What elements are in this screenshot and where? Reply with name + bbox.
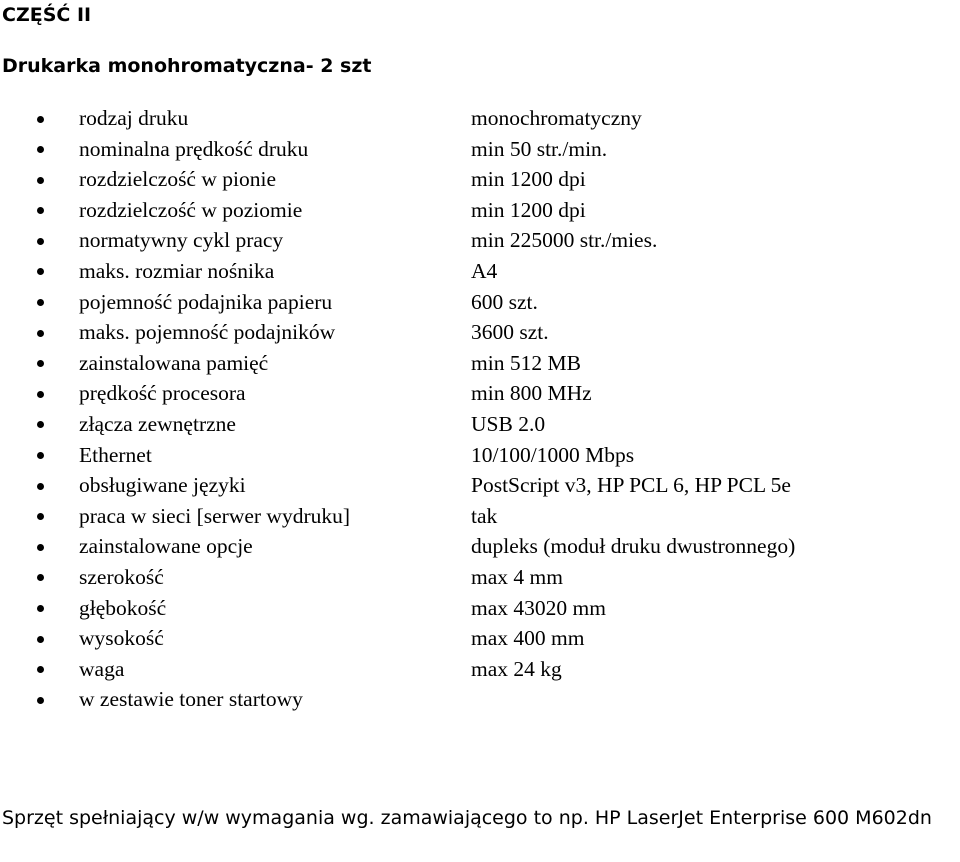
spec-row	[0, 103, 960, 134]
spec-row	[0, 287, 960, 318]
spec-value: max 4 mm	[471, 564, 563, 589]
spec-row	[0, 684, 960, 715]
spec-label: zainstalowane opcje	[79, 534, 253, 559]
spec-label: nominalna prędkość druku	[79, 136, 309, 161]
spec-row	[0, 409, 960, 440]
spec-label: pojemność podajnika papieru	[79, 289, 333, 314]
spec-value: USB 2.0	[471, 411, 546, 436]
spec-label: rozdzielczość w poziomie	[79, 197, 303, 222]
bullet-icon	[37, 177, 44, 184]
spec-label: praca w sieci [serwer wydruku]	[79, 503, 351, 528]
bullet-icon	[37, 268, 44, 275]
bullet-icon	[37, 360, 44, 367]
spec-value: min 1200 dpi	[471, 167, 586, 192]
spec-row	[0, 623, 960, 654]
spec-value: min 800 MHz	[471, 381, 592, 406]
spec-label: Ethernet	[79, 442, 152, 467]
spec-row	[0, 348, 960, 379]
spec-row	[0, 225, 960, 256]
bullet-icon	[37, 238, 44, 245]
spec-row	[0, 562, 960, 593]
spec-row	[0, 470, 960, 501]
spec-value: A4	[471, 258, 498, 283]
spec-row	[0, 317, 960, 348]
spec-label: złącza zewnętrzne	[79, 411, 236, 436]
bullet-icon	[37, 330, 44, 337]
spec-value: min 512 MB	[471, 350, 581, 375]
spec-value: min 225000 str./mies.	[471, 228, 658, 253]
bullet-icon	[37, 544, 44, 551]
spec-label: waga	[79, 656, 125, 681]
bullet-icon	[37, 574, 44, 581]
spec-label: maks. rozmiar nośnika	[79, 258, 275, 283]
spec-value: tak	[471, 503, 498, 528]
spec-row	[0, 654, 960, 685]
spec-label: szerokość	[79, 564, 164, 589]
part-title: CZĘŚĆ II	[2, 4, 92, 26]
spec-value: 600 szt.	[471, 289, 538, 314]
spec-label: normatywny cykl pracy	[79, 228, 284, 253]
spec-value: PostScript v3, HP PCL 6, HP PCL 5e	[471, 473, 791, 498]
spec-value: monochromatyczny	[471, 106, 642, 130]
bullet-icon	[37, 666, 44, 673]
section-title: Drukarka monohromatyczna- 2 szt	[2, 55, 372, 77]
spec-label: głębokość	[79, 595, 167, 620]
spec-label: rozdzielczość w pionie	[79, 167, 276, 192]
spec-list	[0, 103, 960, 715]
footer-note: Sprzęt spełniający w/w wymagania wg. zamawiającego to np. HP LaserJet Enterprise 600 M602dn	[2, 807, 932, 829]
spec-row	[0, 593, 960, 624]
spec-label: w zestawie toner startowy	[79, 687, 303, 712]
bullet-icon	[37, 146, 44, 153]
spec-value: max 400 mm	[471, 626, 585, 651]
spec-row	[0, 378, 960, 409]
bullet-icon	[37, 421, 44, 428]
bullet-icon	[37, 636, 44, 643]
spec-label: maks. pojemność podajników	[79, 320, 336, 345]
bullet-icon	[37, 116, 44, 123]
spec-label: zainstalowana pamięć	[79, 350, 269, 375]
bullet-icon	[37, 483, 44, 490]
bullet-icon	[37, 605, 44, 612]
spec-label: obsługiwane języki	[79, 473, 246, 498]
spec-row	[0, 164, 960, 195]
spec-row	[0, 440, 960, 471]
spec-row	[0, 195, 960, 226]
spec-row	[0, 256, 960, 287]
bullet-icon	[37, 299, 44, 306]
spec-value: min 1200 dpi	[471, 197, 586, 222]
spec-row	[0, 531, 960, 562]
bullet-icon	[37, 513, 44, 520]
spec-label: wysokość	[79, 626, 164, 651]
spec-value: 3600 szt.	[471, 320, 549, 345]
spec-value: dupleks (moduł druku dwustronnego)	[471, 534, 796, 559]
spec-row	[0, 134, 960, 165]
bullet-icon	[37, 391, 44, 398]
spec-value: 10/100/1000 Mbps	[471, 442, 635, 467]
spec-value: max 24 kg	[471, 656, 562, 681]
spec-value: max 43020 mm	[471, 595, 606, 620]
spec-label: prędkość procesora	[79, 381, 246, 406]
bullet-icon	[37, 697, 44, 704]
bullet-icon	[37, 452, 44, 459]
bullet-icon	[37, 207, 44, 214]
spec-label: rodzaj druku	[79, 106, 189, 130]
spec-value: min 50 str./min.	[471, 136, 608, 161]
spec-row	[0, 501, 960, 532]
